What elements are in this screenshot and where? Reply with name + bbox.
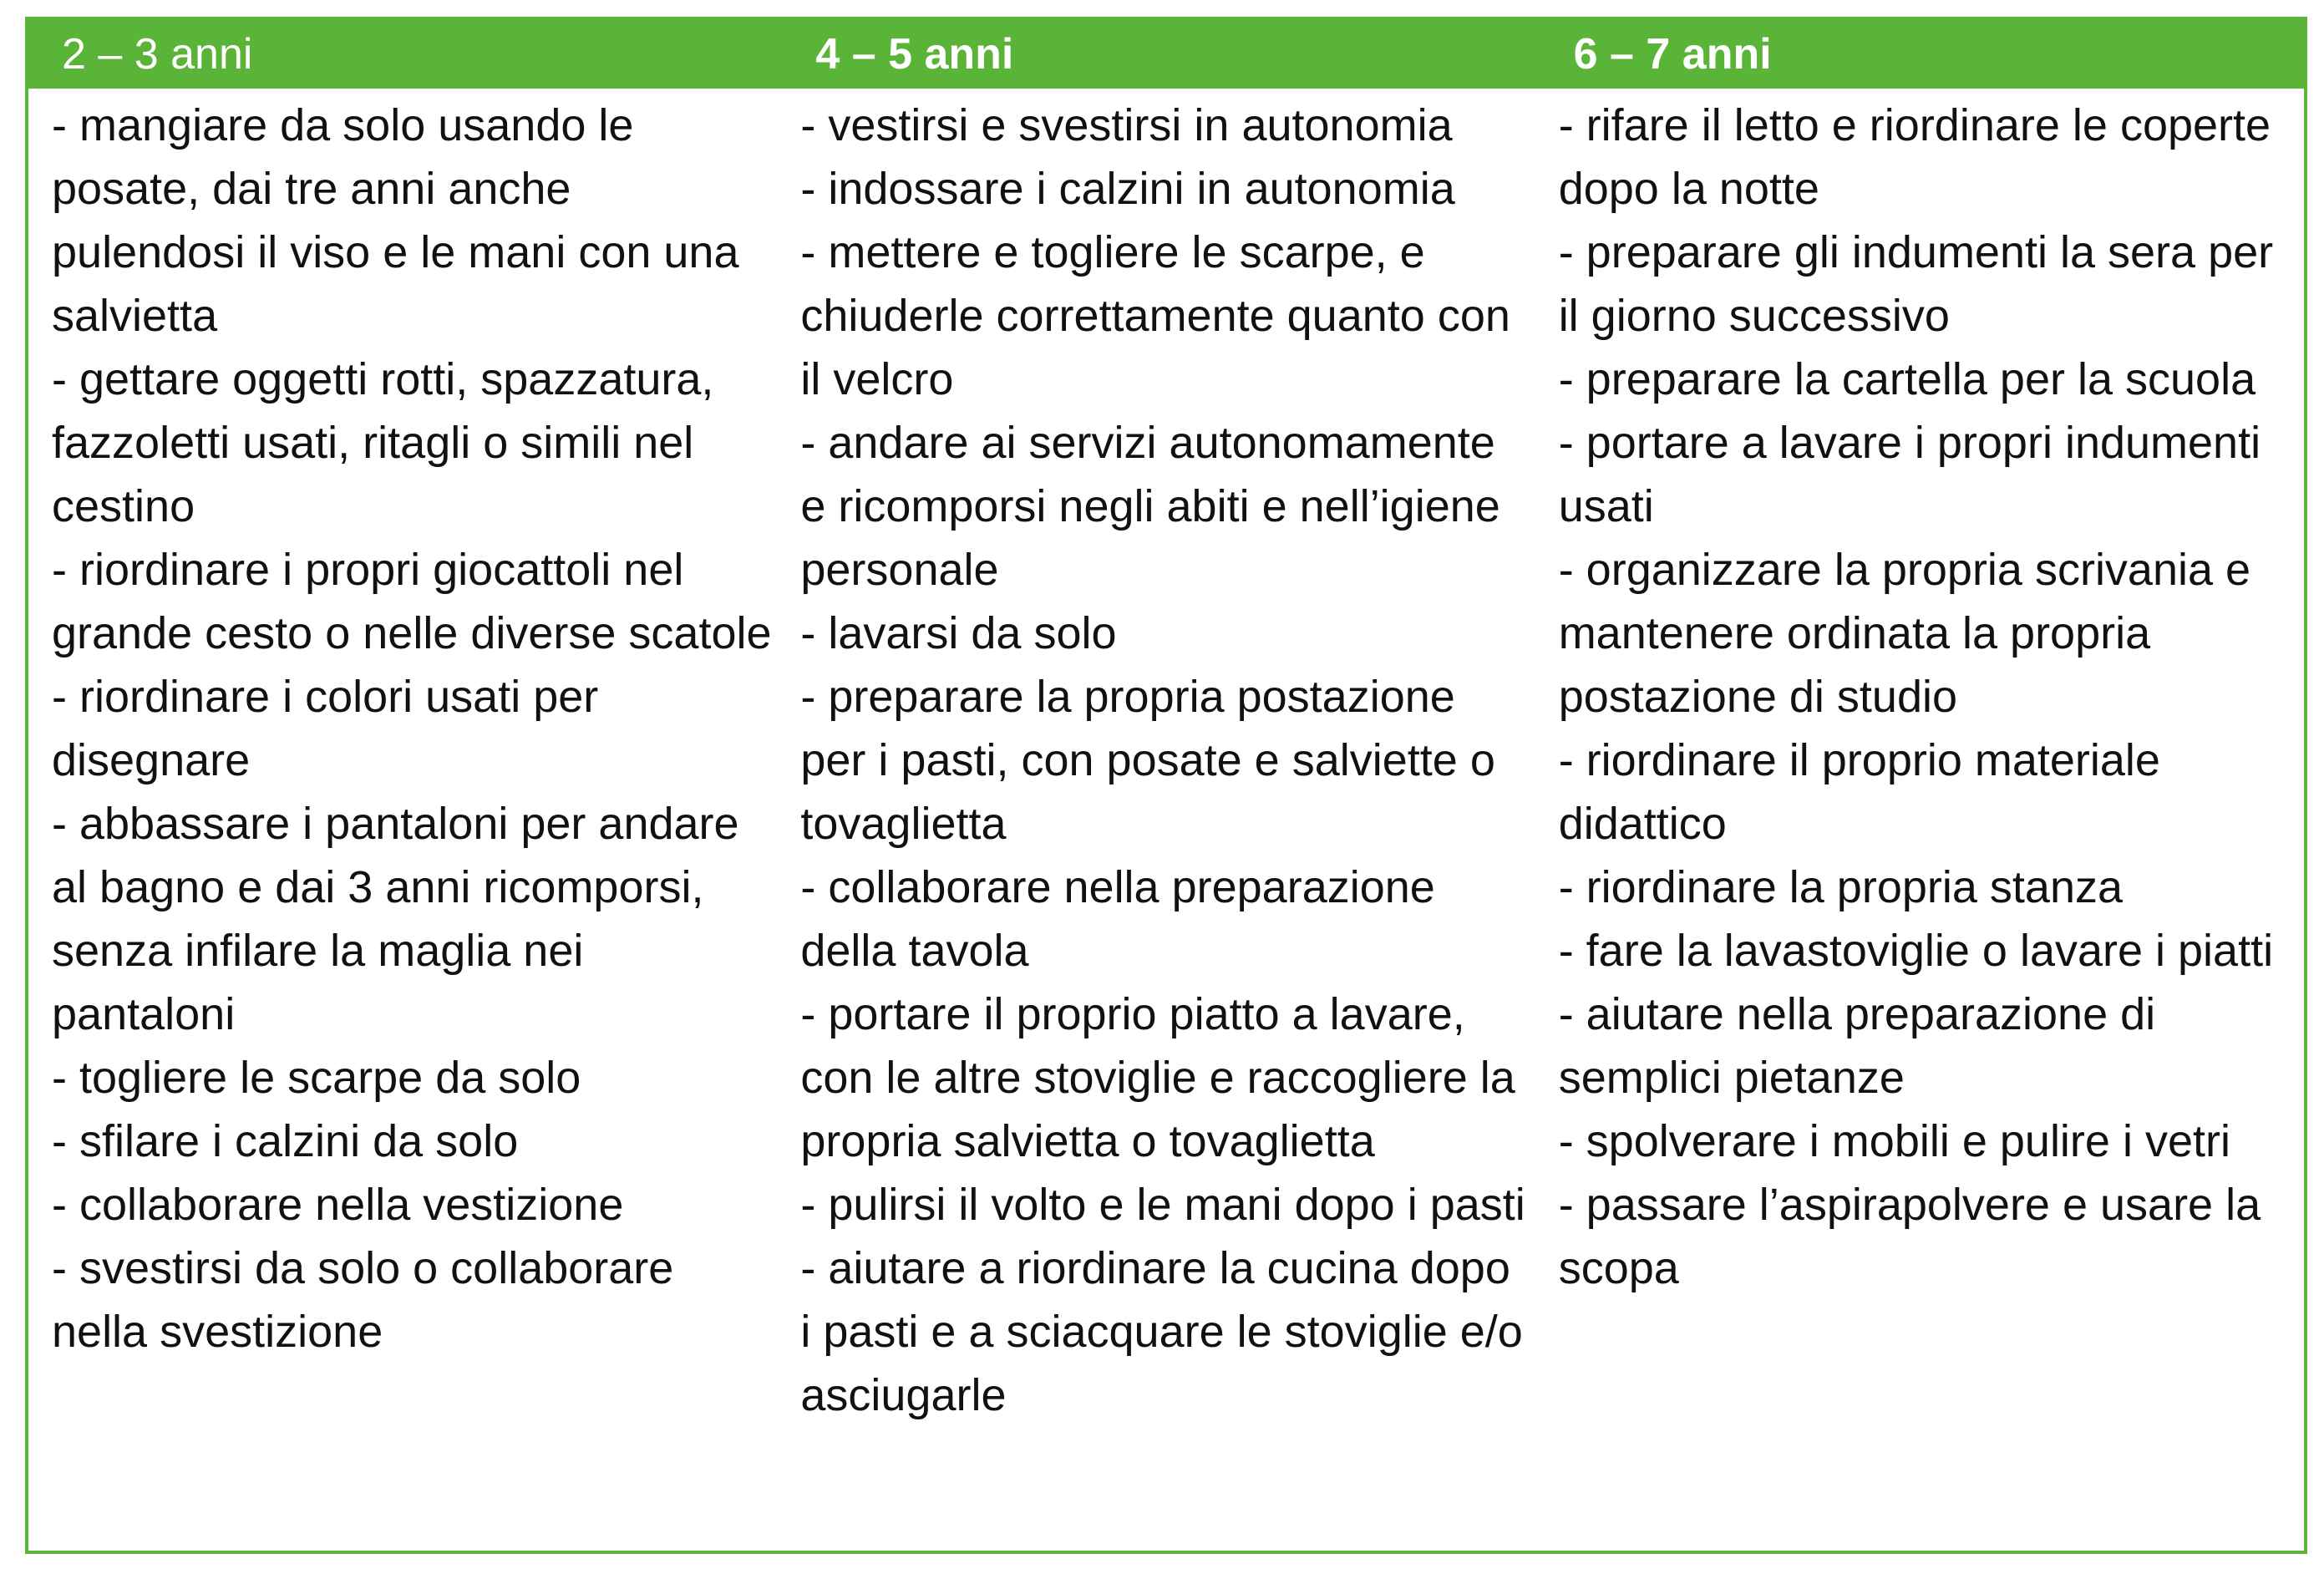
list-item: - abbassare i pantaloni per andare al bagno e dai 3 anni ricomporsi, senza infilare la maglia nei pantaloni bbox=[52, 799, 739, 1039]
list-item: - rifare il letto e riordinare le coperte dopo la notte bbox=[1558, 100, 2271, 214]
list-item: - preparare la propria postazione per i pasti, con posate e salviette o tovaglietta bbox=[800, 672, 1495, 849]
column-age-2-3 bbox=[28, 94, 782, 1427]
column-age-6-7 bbox=[1540, 94, 2304, 1427]
list-item: - portare a lavare i propri indumenti usati bbox=[1558, 418, 2261, 531]
table-header-row bbox=[28, 20, 2304, 89]
header-age-6-7: 6 – 7 anni bbox=[1573, 30, 1772, 79]
list-item: - riordinare il proprio materiale didattico bbox=[1558, 735, 2160, 849]
list-item: - riordinare i colori usati per disegnare bbox=[52, 672, 599, 785]
list-item: - preparare gli indumenti la sera per il giorno successivo bbox=[1558, 227, 2274, 341]
list-item: - indossare i calzini in autonomia bbox=[800, 164, 1455, 214]
task-list-age-4-5 bbox=[800, 94, 1531, 1427]
header-age-2-3: 2 – 3 anni bbox=[62, 30, 253, 79]
list-item: - sfilare i calzini da solo bbox=[52, 1116, 519, 1166]
header-age-4-5: 4 – 5 anni bbox=[815, 30, 1014, 79]
list-item: - lavarsi da solo bbox=[800, 608, 1117, 658]
list-item: - mettere e togliere le scarpe, e chiuderle correttamente quanto con il velcro bbox=[800, 227, 1510, 404]
list-item: - aiutare a riordinare la cucina dopo i pasti e a sciacquare le stoviglie e/o asciugarle bbox=[800, 1243, 1523, 1420]
list-item: - svestirsi da solo o collaborare nella svestizione bbox=[52, 1243, 674, 1357]
list-item: - preparare la cartella per la scuola bbox=[1558, 354, 2256, 404]
list-item: - spolverare i mobili e pulire i vetri bbox=[1558, 1116, 2230, 1166]
autonomy-table bbox=[25, 17, 2307, 1554]
list-item: - togliere le scarpe da solo bbox=[52, 1053, 581, 1103]
list-item: - organizzare la propria scrivania e mantenere ordinata la propria postazione di studio bbox=[1558, 545, 2251, 722]
list-item: - pulirsi il volto e le mani dopo i pasti bbox=[800, 1180, 1525, 1230]
list-item: - andare ai servizi autonomamente e ricomporsi negli abiti e nell’igiene personale bbox=[800, 418, 1500, 595]
task-list-age-2-3 bbox=[52, 94, 774, 1363]
list-item: - gettare oggetti rotti, spazzatura, fazzoletti usati, ritagli o simili nel cestino bbox=[52, 354, 714, 531]
list-item: - collaborare nella preparazione della tavola bbox=[800, 862, 1435, 976]
list-item: - portare il proprio piatto a lavare, con le altre stoviglie e raccogliere la propria salvietta o tovaglietta bbox=[800, 989, 1515, 1166]
list-item: - vestirsi e svestirsi in autonomia bbox=[800, 100, 1453, 150]
list-item: - mangiare da solo usando le posate, dai tre anni anche pulendosi il viso e le mani con una salvietta bbox=[52, 100, 739, 341]
table-body-row bbox=[28, 89, 2304, 1427]
task-list-age-6-7 bbox=[1559, 94, 2296, 1300]
list-item: - riordinare la propria stanza bbox=[1558, 862, 2124, 912]
list-item: - fare la lavastoviglie o lavare i piatti bbox=[1558, 926, 2274, 976]
list-item: - passare l’aspirapolvere e usare la scopa bbox=[1558, 1180, 2261, 1293]
column-age-4-5 bbox=[782, 94, 1540, 1427]
list-item: - aiutare nella preparazione di semplici pietanze bbox=[1558, 989, 2156, 1103]
list-item: - riordinare i propri giocattoli nel grande cesto o nelle diverse scatole bbox=[52, 545, 772, 658]
list-item: - collaborare nella vestizione bbox=[52, 1180, 624, 1230]
